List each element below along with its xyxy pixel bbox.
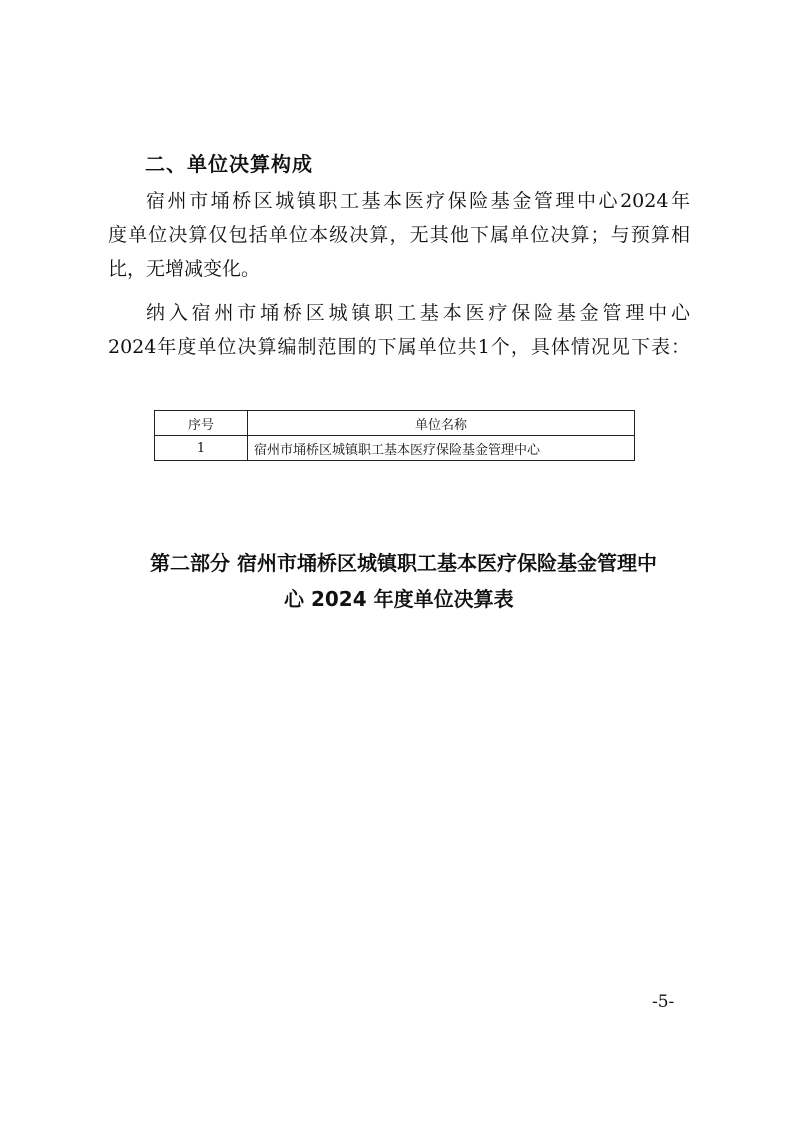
paragraph-line: 纳入宿州市埇桥区城镇职工基本医疗保险基金管理中心 [146,302,690,324]
paragraph-line: 比，无增减变化。 [108,258,261,280]
cell-unit-name: 宿州市埇桥区城镇职工基本医疗保险基金管理中心 [248,436,635,461]
column-header-index: 序号 [155,411,248,436]
section-heading: 二、单位决算构成 [145,152,313,176]
part-title-line: 心 2024 年度单位决算表 [284,587,514,611]
table-row [155,436,635,461]
part-title-line: 第二部分 宿州市埇桥区城镇职工基本医疗保险基金管理中 [150,551,657,575]
table-header-row [155,411,635,436]
paragraph-line: 2024年度单位决算编制范围的下属单位共1个，具体情况见下表： [108,336,690,358]
column-header-unit-name: 单位名称 [248,411,635,436]
paragraph-composition [108,184,690,286]
paragraph-scope [108,296,690,364]
page-number: -5- [652,992,675,1012]
paragraph-line: 度单位决算仅包括单位本级决算，无其他下属单位决算；与预算相 [108,224,690,246]
cell-index: 1 [155,436,248,461]
subordinate-units-table [154,410,635,461]
paragraph-line: 宿州市埇桥区城镇职工基本医疗保险基金管理中心2024年 [146,190,690,212]
part-title [150,545,710,617]
